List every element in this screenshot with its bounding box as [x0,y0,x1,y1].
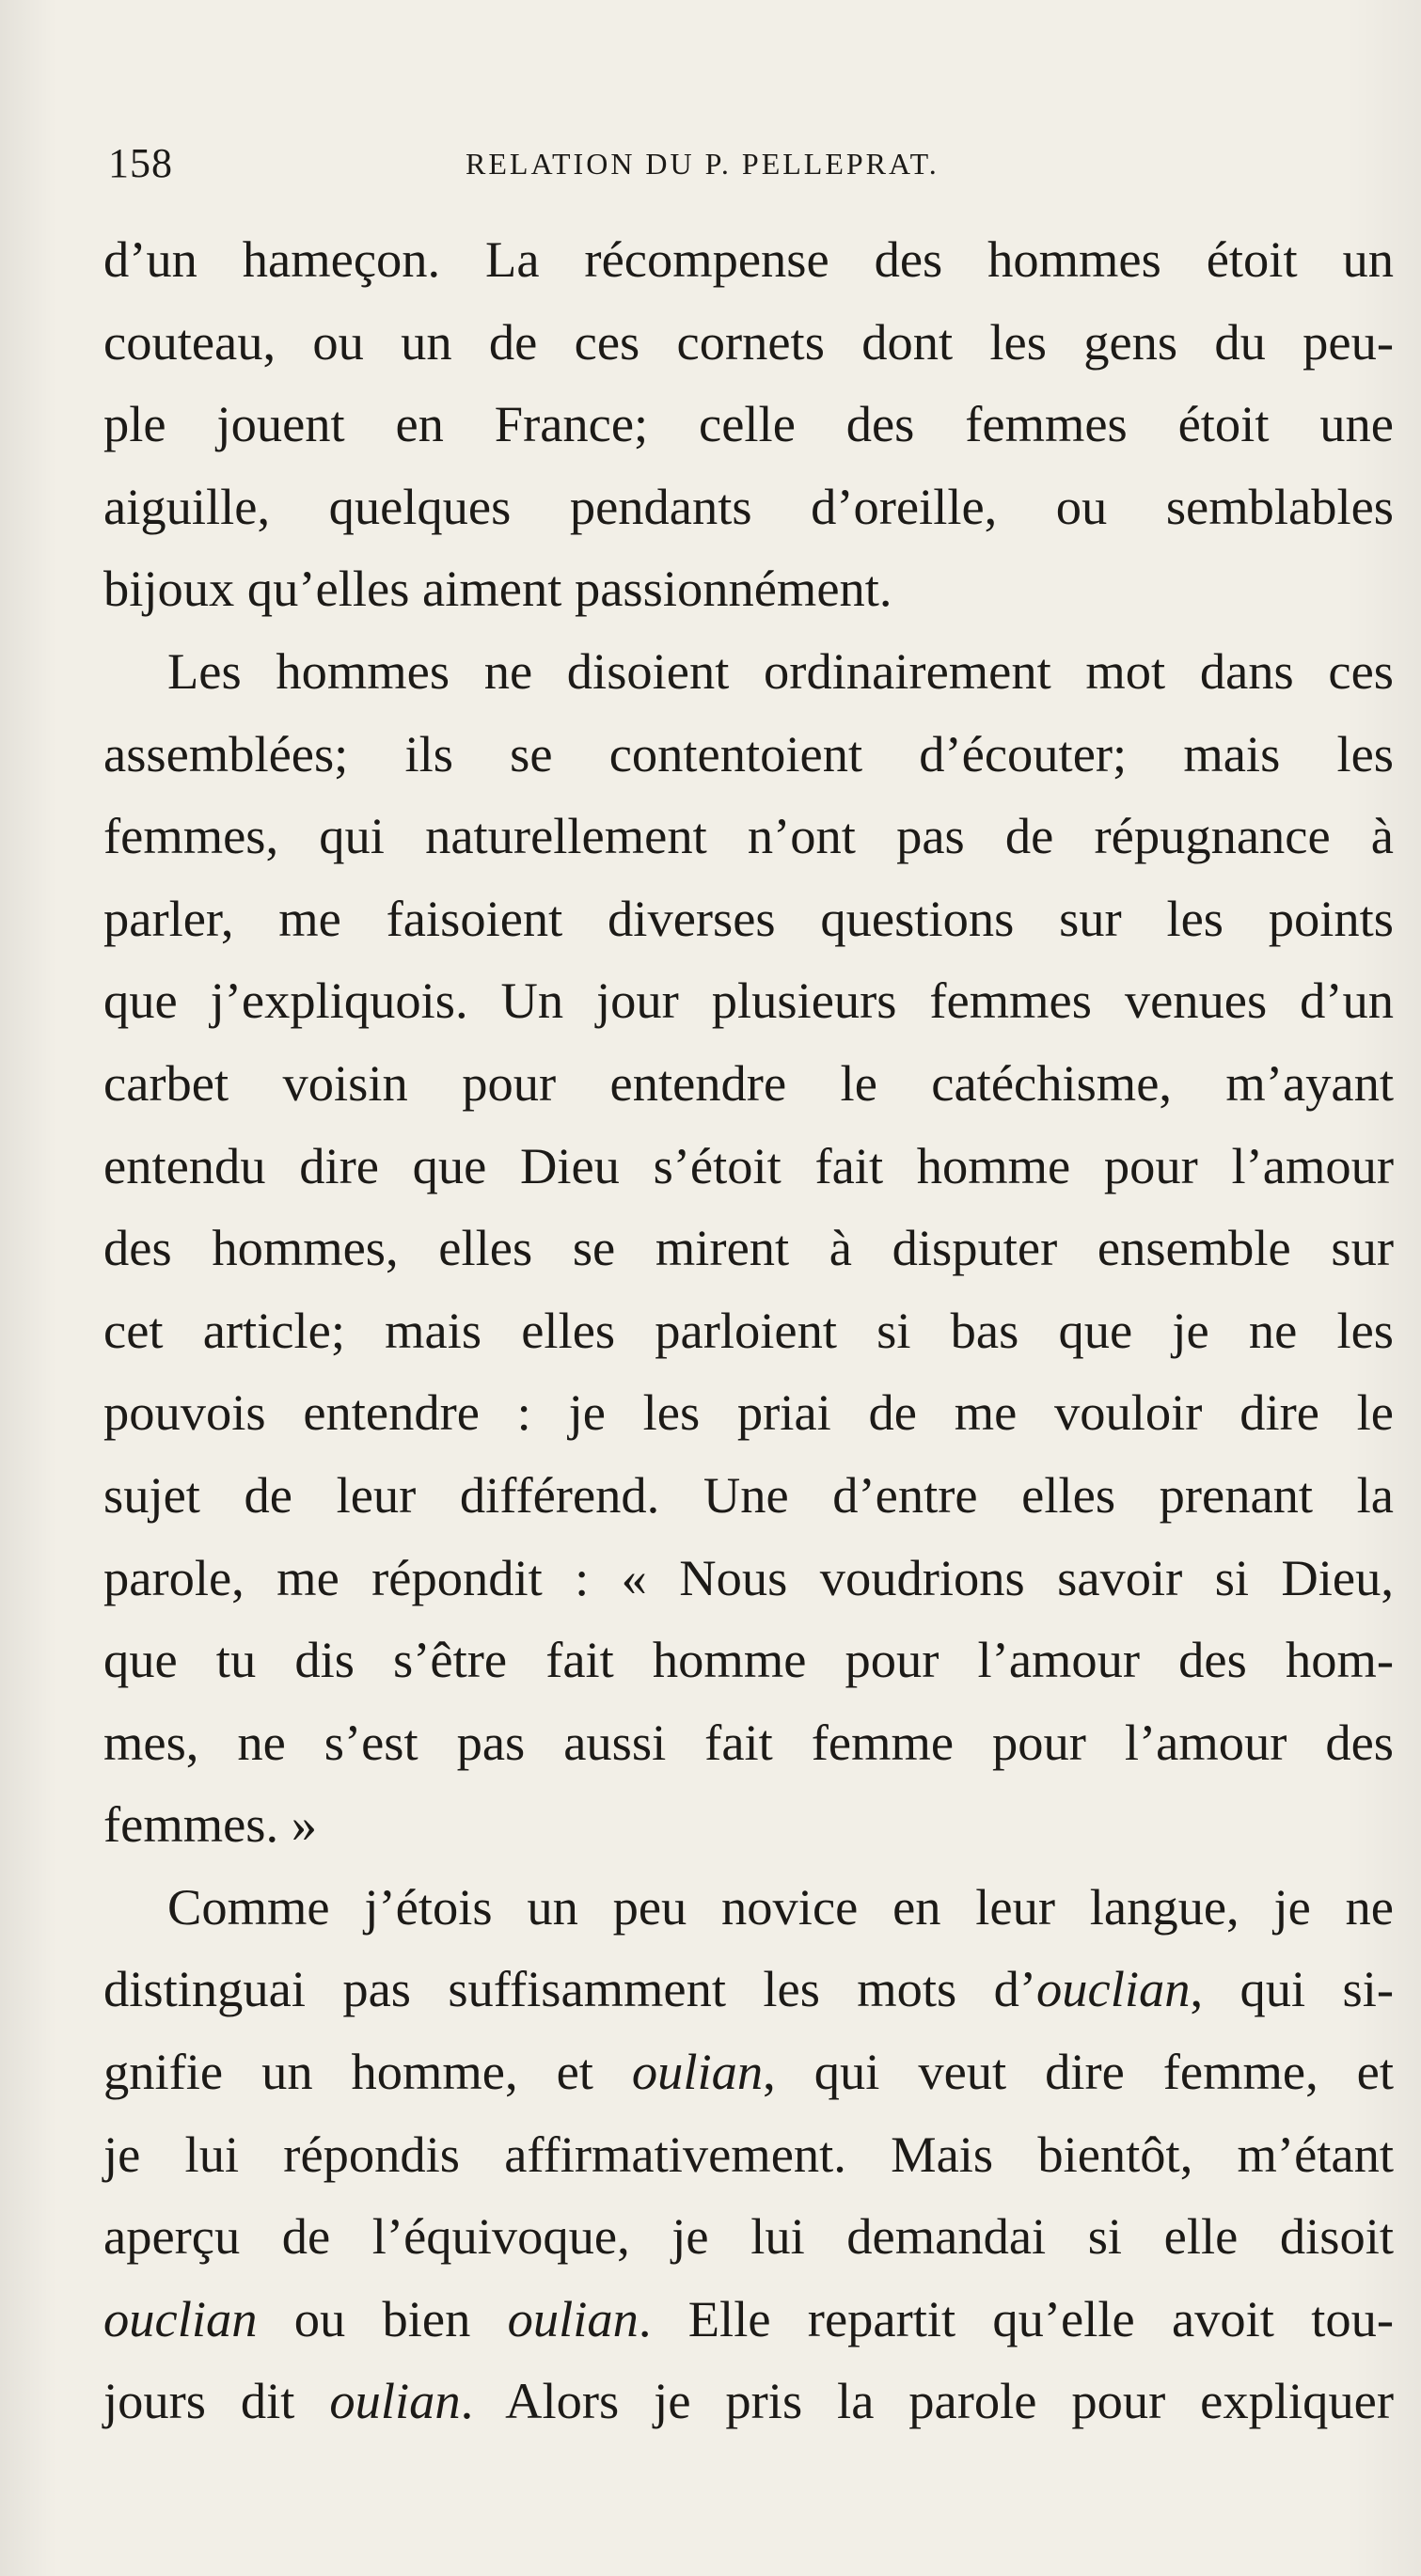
text-line [103,877,1394,960]
text-line [103,713,1394,796]
page-number: 158 [108,140,173,186]
text-segment: bijoux qu’elles aiment passionnément. [103,560,892,618]
text-line [103,1619,1394,1701]
text-line [103,1783,1394,1866]
text-segment: parole, me répondit : « Nous voudrions savoir si Dieu, [103,1548,1394,1606]
text-line [103,1207,1394,1289]
text-line [103,1042,1394,1125]
text-line [103,1701,1394,1784]
text-segment: assemblées; ils se contentoient d’écouter; mais les [103,724,1394,782]
text-segment: cet article; mais elles parloient si bas que je ne les [103,1301,1394,1359]
text-segment: que tu dis s’être fait homme pour l’amour des hom- [103,1631,1394,1689]
italic-word: ouclian [103,2289,258,2347]
italic-word: oulian [507,2289,639,2347]
text-segment: femmes, qui naturellement n’ont pas de répugnance à [103,807,1394,865]
text-segment: Comme j’étois un peu novice en leur langue, je ne [167,1877,1394,1936]
text-segment: ou bien [257,2289,508,2347]
text-segment: aiguille, quelques pendants d’oreille, ou semblables [103,477,1394,535]
text-segment: sujet de leur différend. Une d’entre elles prenant la [103,1465,1394,1524]
text-line [103,2113,1394,2196]
body-text [103,218,1394,2442]
text-line [103,795,1394,877]
italic-word: oulian [631,2043,764,2101]
text-line [103,2360,1394,2442]
text-line [103,2195,1394,2278]
text-segment: femmes. » [103,1795,318,1854]
text-segment: entendu dire que Dieu s’étoit fait homme pour l’amour [103,1136,1394,1194]
text-line [103,1866,1394,1949]
text-segment: ple jouent en France; celle des femmes étoit une [103,395,1394,453]
text-segment: gnifie un homme, et [103,2043,632,2101]
text-segment: Les hommes ne disoient ordinairement mot dans ces [167,641,1394,700]
italic-word: ouclian [1036,1960,1191,2018]
text-segment: pouvois entendre : je les priai de me vouloir dire le [103,1383,1394,1442]
text-segment: , qui si- [1190,1960,1394,2018]
text-line [103,466,1394,548]
text-line [103,218,1394,301]
text-line [103,301,1394,384]
text-segment: couteau, ou un de ces cornets dont les gens du peu- [103,312,1394,371]
text-line [103,1454,1394,1537]
text-segment: mes, ne s’est pas aussi fait femme pour l’amour des [103,1713,1394,1771]
text-segment: d’un hameçon. La récompense des hommes étoit un [103,230,1394,288]
text-segment: parler, me faisoient diverses questions sur les points [103,889,1394,947]
text-segment: jours dit [103,2372,330,2430]
text-segment: aperçu de l’équivoque, je lui demandai si elle disoit [103,2207,1394,2266]
text-line [103,547,1394,630]
text-line [103,1289,1394,1372]
text-segment: . Elle repartit qu’elle avoit tou- [638,2289,1394,2347]
text-line [103,959,1394,1042]
text-line [103,1948,1394,2031]
italic-word: oulian [329,2372,461,2430]
text-line [103,2031,1394,2113]
text-line [103,1125,1394,1208]
page-header [108,139,1392,186]
text-segment: que j’expliquois. Un jour plusieurs femmes venues d’un [103,972,1394,1030]
text-segment: carbet voisin pour entendre le catéchisme, m’ayant [103,1053,1394,1112]
text-line [103,1537,1394,1620]
text-segment: distinguai pas suffisamment les mots d’ [103,1960,1037,2018]
text-line [103,1371,1394,1454]
text-line [103,630,1394,713]
text-segment: . Alors je pris la parole pour expliquer [460,2372,1394,2430]
text-line [103,2278,1394,2361]
text-segment: des hommes, elles se mirent à disputer ensemble sur [103,1219,1394,1277]
text-line [103,383,1394,466]
text-segment: je lui répondis affirmativement. Mais bientôt, m’étant [103,2125,1394,2183]
text-segment: , qui veut dire femme, et [763,2043,1394,2101]
running-title: RELATION DU P. PELLEPRAT. [466,147,939,181]
